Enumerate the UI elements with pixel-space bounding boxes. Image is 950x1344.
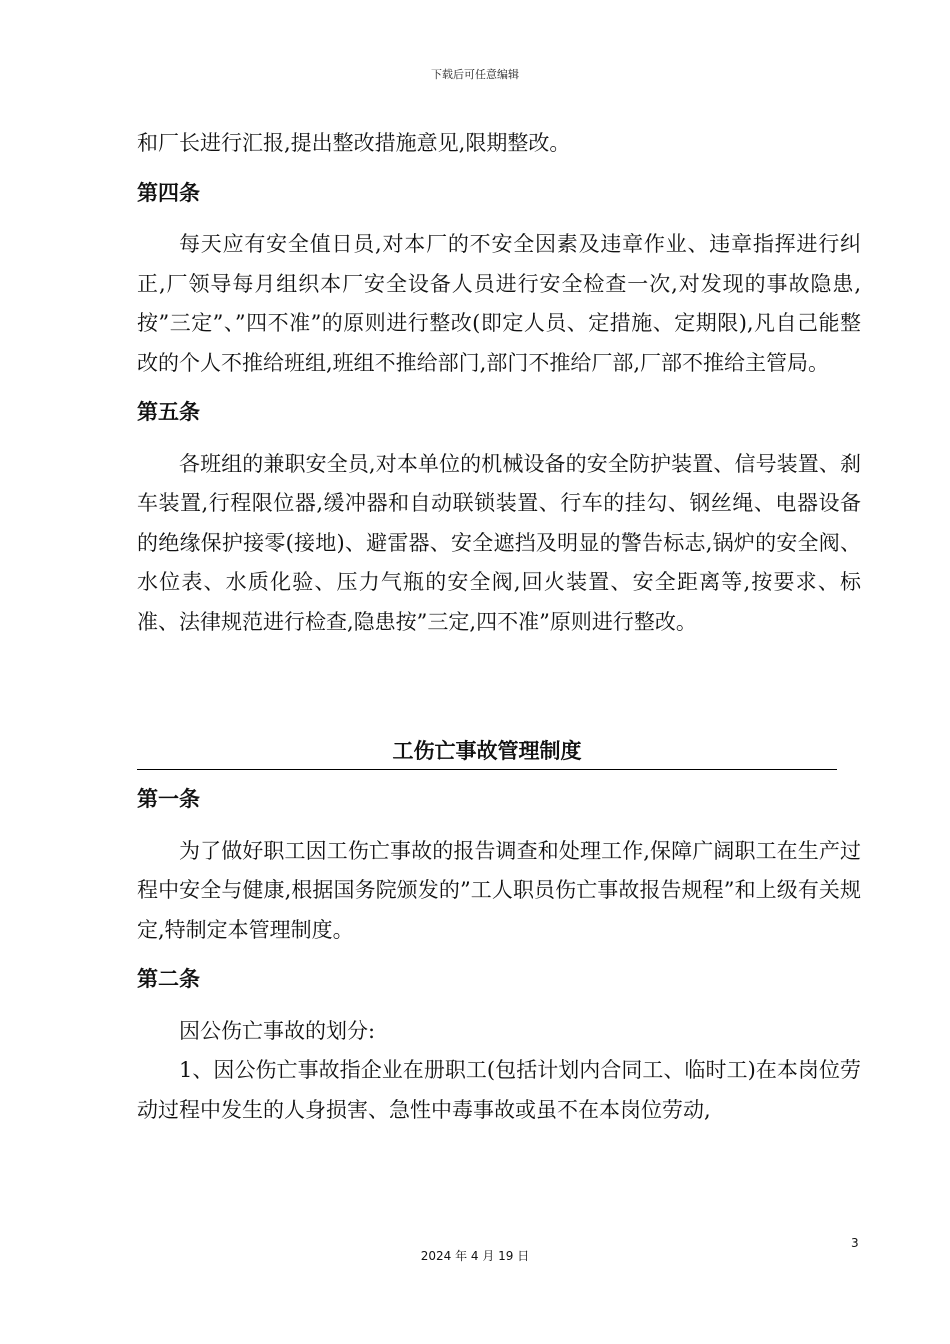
paragraph-continuation: 和厂长进行汇报,提出整改措施意见,限期整改。	[137, 131, 571, 155]
article-5-heading: 第五条	[137, 400, 200, 424]
page-header: 下载后可任意编辑	[431, 68, 519, 81]
section-title: 工伤亡事故管理制度	[137, 735, 837, 770]
section-spacer	[137, 642, 861, 735]
article-2-heading: 第二条	[137, 967, 200, 991]
article-1-heading: 第一条	[137, 787, 200, 811]
document-body	[137, 124, 861, 1130]
article-5-text: 各班组的兼职安全员,对本单位的机械设备的安全防护装置、信号装置、刹车装置,行程限位器,缓冲器和自动联锁装置、行车的挂勾、钢丝绳、电器设备的绝缘保护接零(接地)、避雷器、安全遮挡及明显的警告标志,锅炉的安全阀、水位表、水质化验、压力气瓶的安全阀,回火装置、安全距离等,按要求、标准、法律规范进行检查,隐患按”三定,四不准”原则进行整改。	[137, 451, 861, 634]
footer-date: 2024 年 4 月 19 日	[420, 1249, 530, 1263]
article-2-intro: 因公伤亡事故的划分:	[179, 1018, 376, 1043]
article-4-heading: 第四条	[137, 180, 200, 205]
article-1-text: 为了做好职工因工伤亡事故的报告调查和处理工作,保障广阔职工在生产过程中安全与健康,根据国务院颁发的”工人职员伤亡事故报告规程”和上级有关规定,特制定本管理制度。	[137, 838, 861, 942]
article-4-text: 每天应有安全值日员,对本厂的不安全因素及违章作业、违章指挥进行纠正,厂领导每月组织本厂安全设备人员进行安全检查一次,对发现的事故隐患,按”三定”、”四不准”的原则进行整改(即定人员、定措施、定期限),凡自己能整改的个人不推给班组,班组不推给部门,部门不推给厂部,厂部不推给主管局。	[137, 232, 861, 375]
article-2-item-1: 1、因公伤亡事故指企业在册职工(包括计划内合同工、临时工)在本岗位劳动过程中发生的人身损害、急性中毒事故或虽不在本岗位劳动,	[137, 1058, 861, 1122]
page-number: 3	[851, 1236, 859, 1250]
